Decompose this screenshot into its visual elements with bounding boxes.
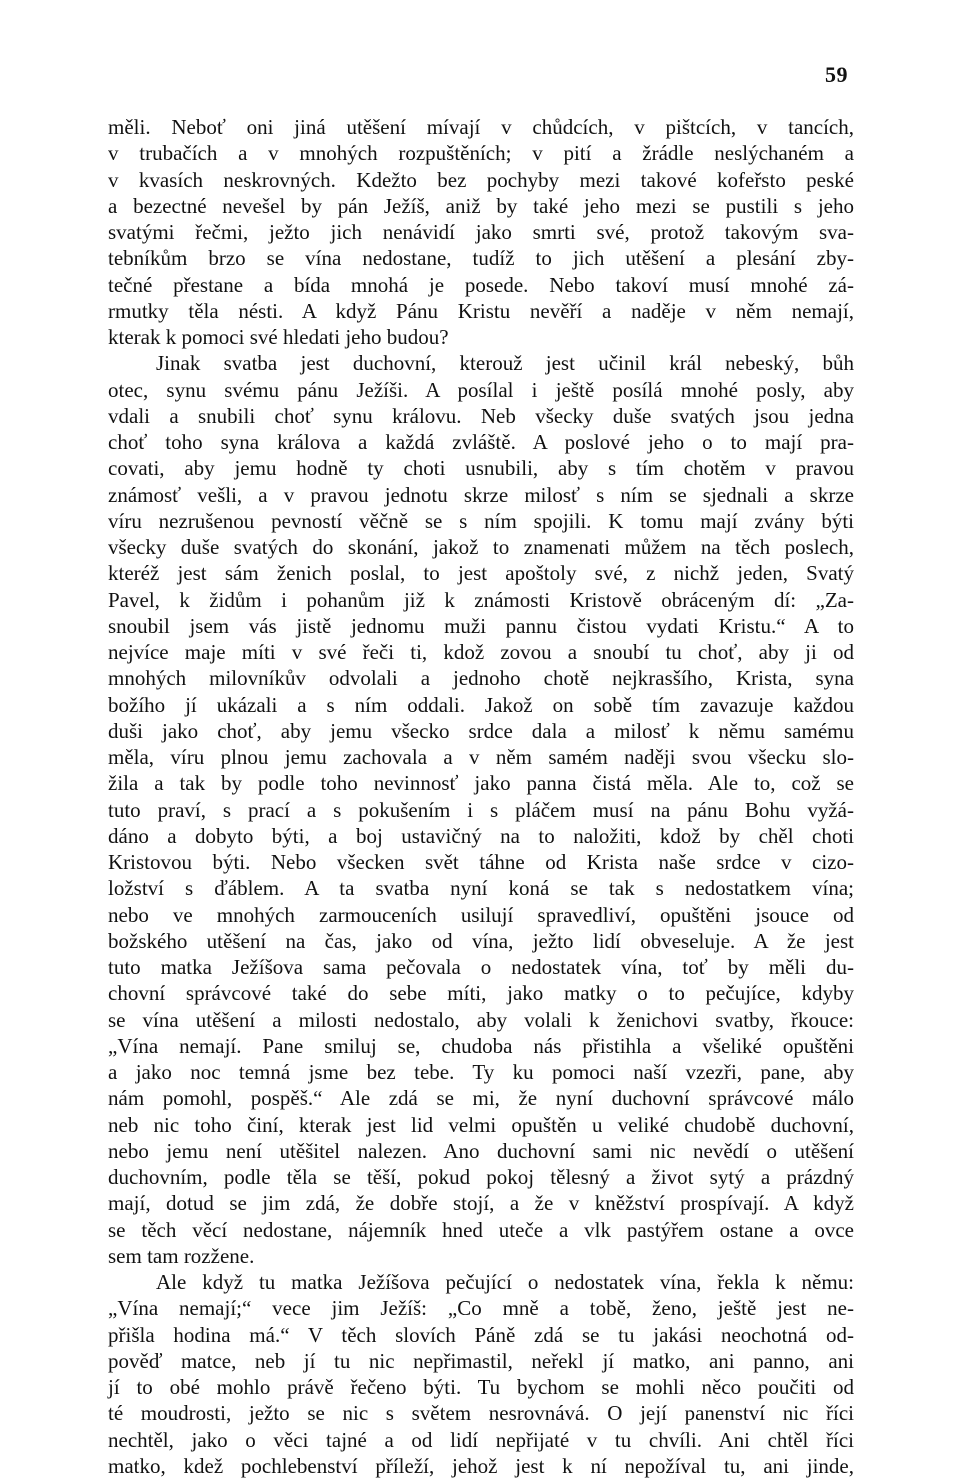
body-text bbox=[108, 114, 854, 1479]
text-line: božího jí ukázali a s ním oddali. Jakož on sobě tím zavazuje každou bbox=[108, 692, 854, 717]
text-line: Kristovou býti. Nebo všecken svět táhne od Krista naše srdce v cizo- bbox=[108, 850, 854, 874]
text-line: covati, aby jemu hodně ty choti usnubili, aby s tím chotěm v pravou bbox=[108, 456, 854, 481]
text-line: všecky duše svatých do skonání, jakož to znamenati můžem na těch poslech, bbox=[108, 535, 854, 559]
paragraph-first-line: Ale když tu matka Ježíšova pečující o nedostatek vína, řekla k němu: bbox=[156, 1270, 854, 1294]
text-line: matko, kdež pochlebenství příleží, jehož jest k ní nepožíval tu, ani jinde, bbox=[108, 1453, 854, 1478]
text-line: žila a tak by podle toho nevinnosť jako panna čistá měla. Ale to, což se bbox=[108, 771, 854, 796]
text-line: kteréž jest sám ženich poslal, to jest apoštoly své, z nichž jeden, Svatý bbox=[108, 561, 854, 586]
text-line: tuto matka Ježíšova sama pečovala o nedostatek vína, toť by měli du- bbox=[108, 955, 854, 979]
text-line: duchovním, podle těla se těší, pokud pokoj tělesný a život sytý a prázdný bbox=[108, 1165, 854, 1189]
text-line: nechtěl, jako o věci tajné a od lidí nepřijaté v tu chvíli. Ani chtěl říci bbox=[108, 1427, 854, 1452]
text-line: rmutky těla nésti. A když Pánu Kristu nevěří a naděje v něm nemají, bbox=[108, 298, 854, 323]
text-line: mnohých milovníkův odvolali a jednoho chotě nejkrasšího, Krista, syna bbox=[108, 666, 854, 691]
text-line: Pavel, k židům i pohanům již k známosti Kristově obráceným dí: „Za- bbox=[108, 587, 854, 612]
text-line: otec, synu svému pánu Ježíši. A posílal i ještě posílá mnohé posly, aby bbox=[108, 377, 854, 402]
text-line: tuto praví, s prací a s pokušením i s pláčem musí na pánu Bohu vyžá- bbox=[108, 797, 854, 822]
text-line: nebo jemu není utěšitel nalezen. Ano duchovní sami nic nevědí o utěšení bbox=[108, 1138, 854, 1163]
text-line: měli. Neboť oni jiná utěšení mívají v chůdcích, v pištcích, v tancích, bbox=[108, 115, 854, 139]
text-line: a jako noc temná jsme bez tebe. Ty ku pomoci naší vzezři, pane, aby bbox=[108, 1060, 854, 1084]
text-line: nám pomohl, pospěš.“ Ale zdá se mi, že nyní duchovní správcové málo bbox=[108, 1086, 854, 1111]
text-line: duši jako choť, aby jemu všecko srdce dala a milosť k němu samému bbox=[108, 718, 854, 743]
text-line: se vína utěšení a milosti nedostalo, aby volali k ženichovi svatby, řkouce: bbox=[108, 1007, 854, 1032]
text-line: sem tam rozžene. bbox=[108, 1243, 255, 1268]
text-line: mají, dotud se jim zdá, že dobře stojí, a že v kněžství prospívají. A když bbox=[108, 1191, 854, 1216]
text-line: pověď matce, neb jí tu nic nepřimastil, neřekl jí matko, ani panno, ani bbox=[108, 1348, 854, 1373]
text-line: kterak k pomoci své hledati jeho budou? bbox=[108, 325, 449, 349]
text-line: nebo ve mnohých zarmouceních usilují spravedliví, opuštěni jsouce od bbox=[108, 902, 854, 927]
text-line: ložství s ďáblem. A ta svatba nyní koná se tak s nedostatkem vína; bbox=[108, 876, 854, 901]
text-line: vdali a snubili choť synu královu. Neb všecky duše svatých jsou jedna bbox=[108, 403, 854, 428]
text-line: snoubil jsem vás jistě jednomu muži pannu čistou vydati Kristu.“ A to bbox=[108, 613, 854, 638]
text-line: a bezectné nevešel by pán Ježíš, aniž by také jeho mezi se pustili s jeho bbox=[108, 193, 854, 218]
text-line: měla, víru plnou jemu zachovala a v něm samém naději svou všecku slo- bbox=[108, 745, 854, 769]
text-line: choť toho syna králova a každá zvláště. A poslové jeho o to mají pra- bbox=[108, 430, 854, 454]
text-line: svatými řečmi, ježto jich nenávidí jako smrti své, protož takovým sva- bbox=[108, 220, 854, 244]
text-line: tebníkům brzo se vína nedostane, tudíž to jich utěšení a plesání zby- bbox=[108, 246, 854, 271]
text-line: víru nezrušenou pevností věčně se s ním spojili. K tomu mají zvány býti bbox=[108, 508, 854, 533]
text-line: chovní správcové také do sebe míti, jako matky o to pečujíce, kdyby bbox=[108, 981, 854, 1006]
text-line: dáno a dobyto býti, a boj ustavičný na to naložiti, kdož by chěl choti bbox=[108, 823, 854, 848]
text-line: se těch věcí nedostane, nájemník hned uteče a vlk pastýřem ostane a ovce bbox=[108, 1217, 854, 1242]
text-line: „Vína nemají;“ vece jim Ježíš: „Co mně a tobě, ženo, ještě jest ne- bbox=[108, 1296, 854, 1321]
text-line: neb nic toho činí, kterak jest lid velmi opuštěn u veliké chudobě duchovní, bbox=[108, 1112, 854, 1137]
text-line: v trubačích a v mnohých rozpuštěních; v pití a žrádle neslýchaném a bbox=[108, 141, 854, 166]
text-line: božského utěšení na čas, jako od vína, ježto lidí obveseluje. A že jest bbox=[108, 928, 854, 953]
text-line: té moudrosti, ježto se nic s světem nesrovnává. O její panenství nic říci bbox=[108, 1401, 854, 1426]
page-number: 59 bbox=[825, 62, 848, 87]
text-line: v kvasích neskrovných. Kdežto bez pochyby mezi takové kofeřsto peské bbox=[108, 167, 854, 192]
text-line: „Vína nemají. Pane smiluj se, chudoba nás přistihla a všeliké opuštěni bbox=[108, 1033, 854, 1058]
text-line: jí to obé mohlo právě řečeno býti. Tu bychom se mohli něco poučiti od bbox=[108, 1375, 854, 1399]
text-line: přišla hodina má.“ V těch slovích Páně zdá se tu jakási neochotná od- bbox=[108, 1322, 854, 1347]
text-line: známosť vešli, a v pravou jednotu skrze milosť s ním se sjednali a skrze bbox=[108, 482, 854, 507]
text-line: tečné přestane a bída mnohá je posede. Nebo takoví musí mnohé zá- bbox=[108, 272, 854, 297]
paragraph-first-line: Jinak svatba jest duchovní, kterouž jest učinil král nebeský, bůh bbox=[156, 351, 854, 376]
text-line: nejvíce maje míti v své řeči ti, kdož zovou a snoubí tu choť, aby ji od bbox=[108, 640, 854, 664]
